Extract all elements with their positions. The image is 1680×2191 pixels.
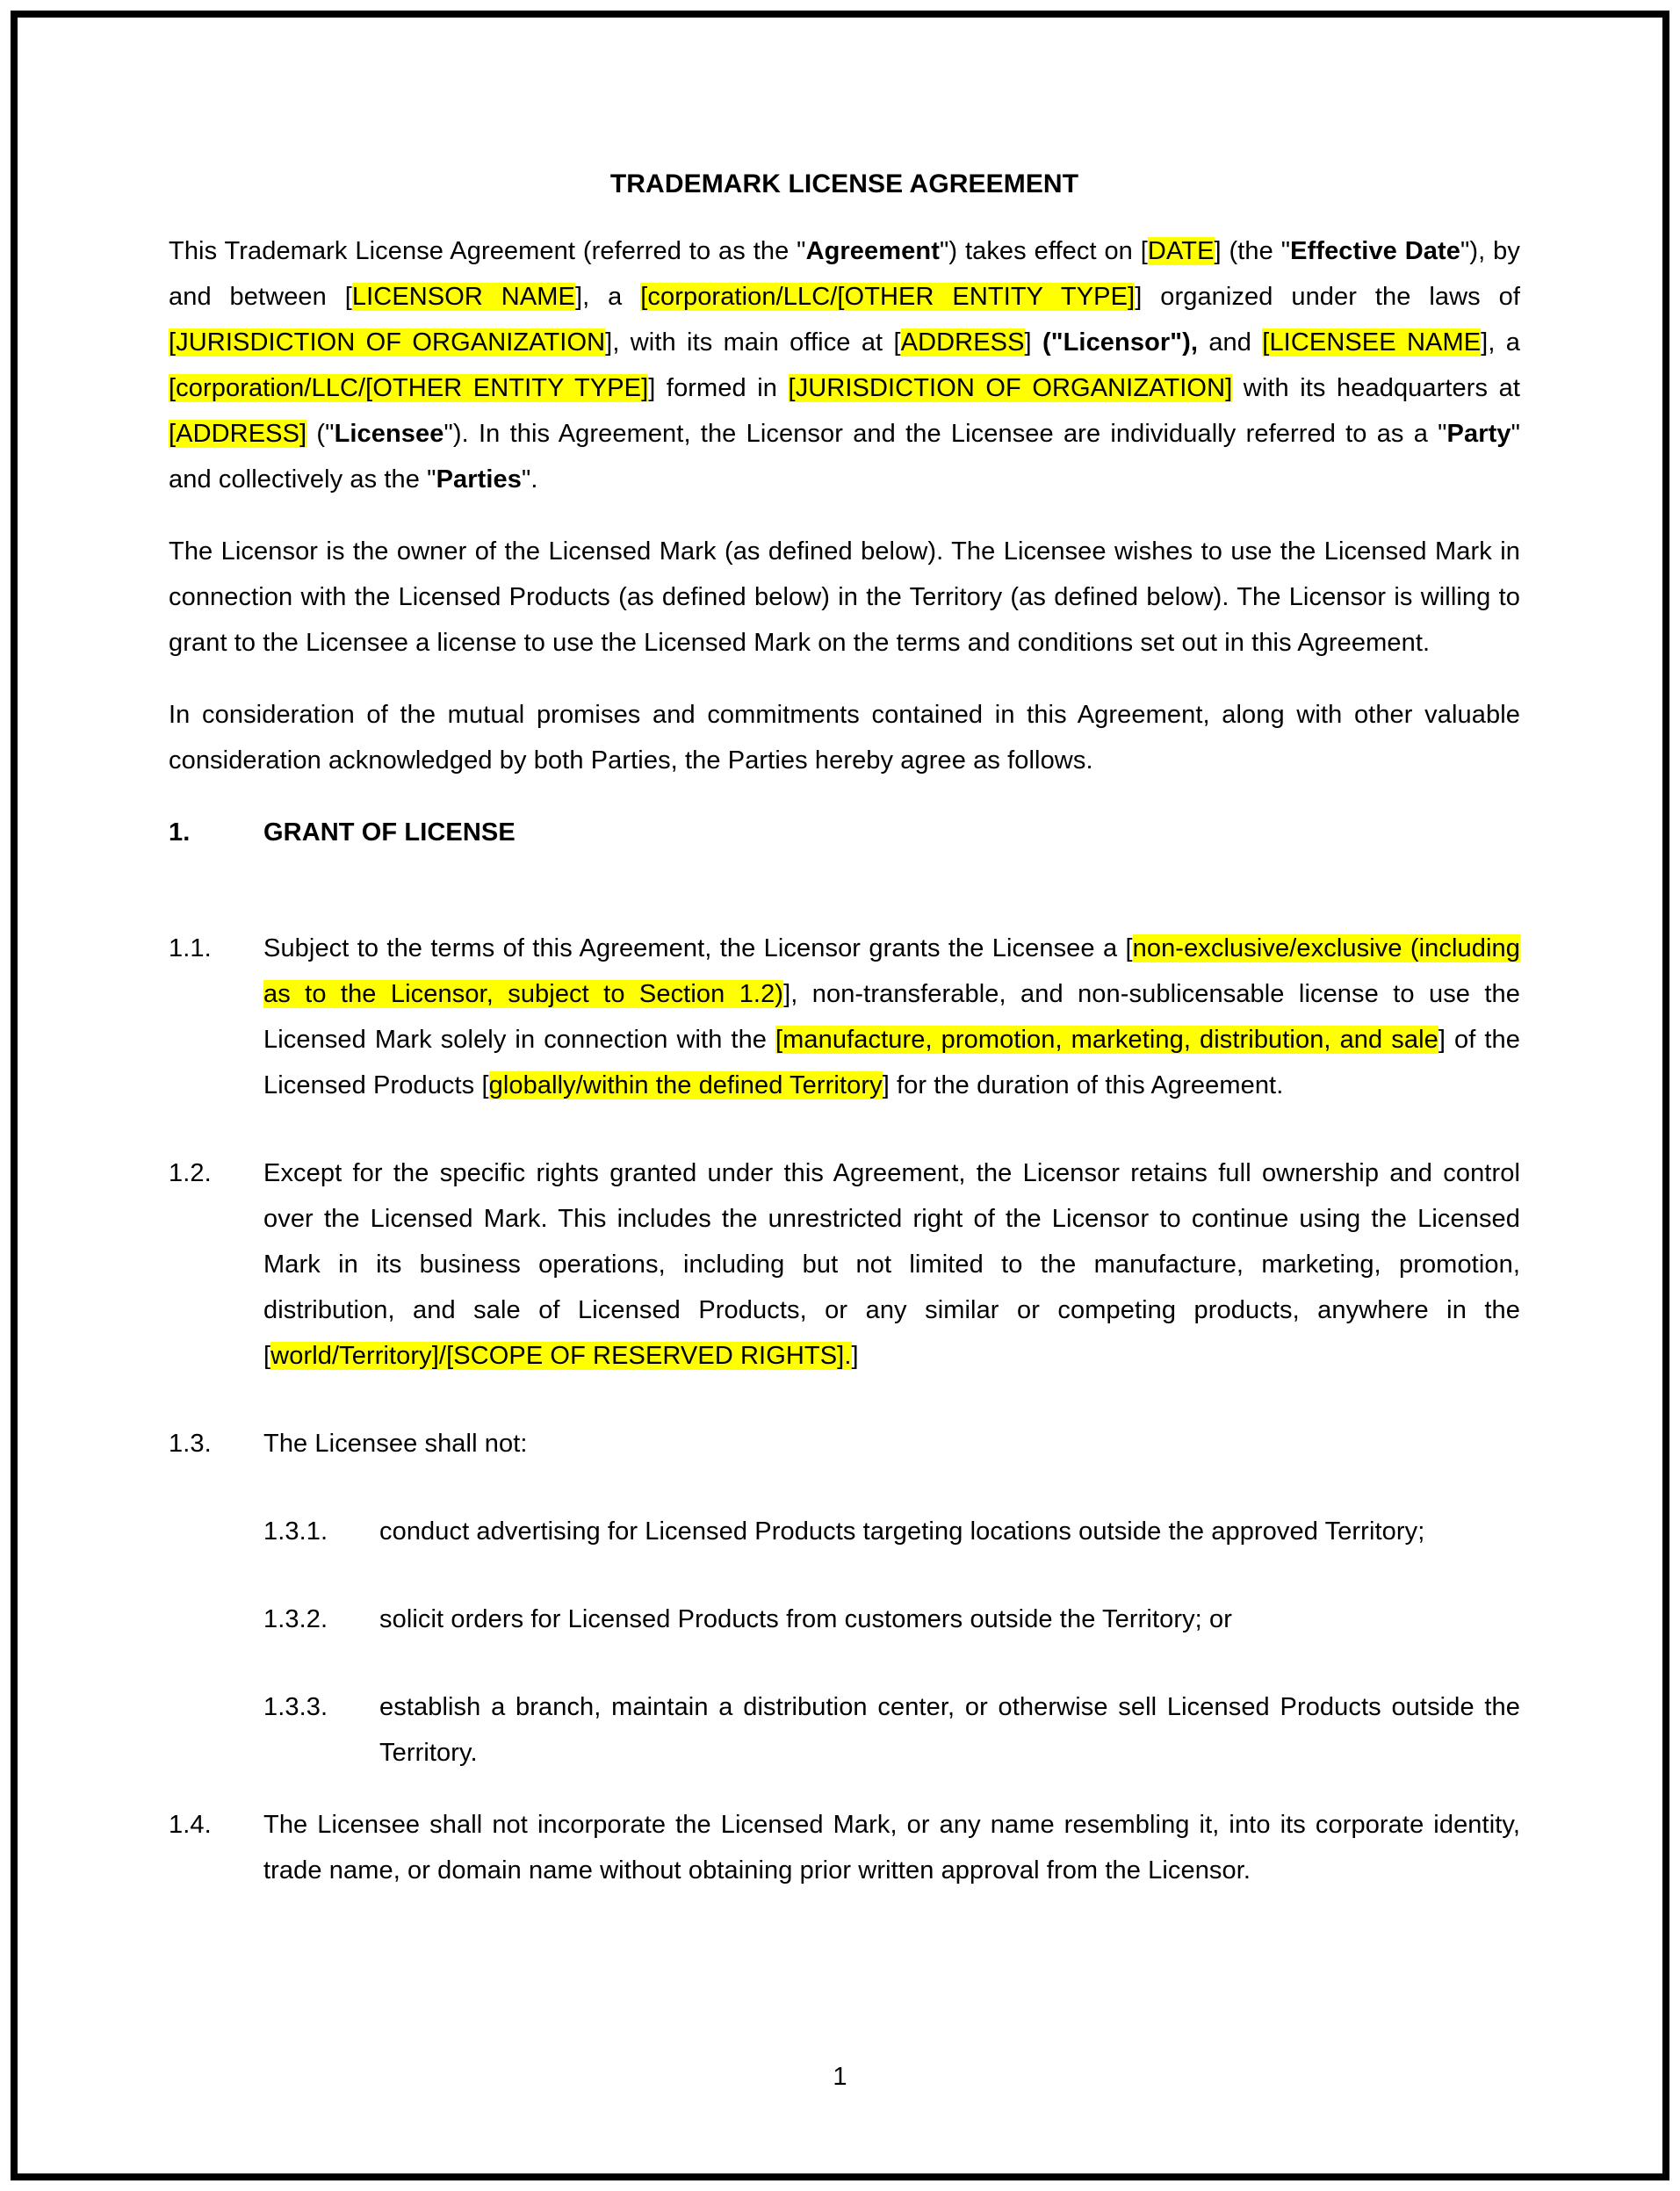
highlighted-placeholder: [LICENSEE NAME	[1262, 328, 1482, 357]
text-segment: ("	[306, 420, 335, 448]
bold-text: Parties	[436, 465, 523, 494]
clause-text	[263, 1802, 1520, 1893]
bold-text: Effective Date	[1290, 237, 1461, 265]
section-title: GRANT OF LICENSE	[263, 818, 516, 847]
clause-number: 1.3.1.	[263, 1517, 328, 1546]
document-title: TRADEMARK LICENSE AGREEMENT	[609, 169, 1079, 198]
text-segment: The Licensee shall not:	[263, 1430, 528, 1458]
text-segment: ]	[1024, 328, 1042, 357]
section-heading	[169, 810, 1520, 855]
text-segment: Except for the specific rights granted under this Agreement, the Licensor retains full ownership and control over the Licensed Mark. This includes the unrestricted right of the Licensor to continue using the Licensed Mark in its business operations, including but not limited to the manufacture, marketing, promotion, distribution, and sale of Licensed Products, or any similar or competing products, anywhere in the [	[263, 1159, 1520, 1370]
text-segment: Subject to the terms of this Agreement, the Licensor grants the Licensee a [	[263, 934, 1133, 962]
highlighted-placeholder: [ADDRESS]	[169, 420, 307, 448]
clause-1-4	[169, 1802, 1520, 1893]
page-number: 1	[833, 2063, 847, 2091]
paragraph-intro	[169, 228, 1520, 502]
text-segment: ] for the duration of this Agreement.	[882, 1071, 1284, 1099]
highlighted-placeholder: globally/within the defined Territory	[488, 1071, 883, 1099]
highlighted-placeholder: LICENSOR NAME	[351, 283, 575, 311]
clause-1-3-1	[169, 1509, 1520, 1554]
bold-text: ("Licensor"),	[1042, 328, 1199, 357]
text-segment: ") takes effect on [	[939, 237, 1148, 265]
text-segment: "). In this Agreement, the Licensor and the Licensee are individually referred to as a "	[443, 420, 1447, 448]
text-segment: ], non-transferable, and non-sublicensable license to use the Licensed Mark solely in connection with the	[263, 980, 1520, 1054]
text-segment: The Licensee shall not incorporate the Licensed Mark, or any name resembling it, into its corporate identity, trade name, or domain name without obtaining prior written approval from the Licensor.	[263, 1811, 1520, 1885]
clause-number: 1.4.	[169, 1811, 212, 1839]
highlighted-placeholder: world/Territory]/[SCOPE OF RESERVED RIGHTS].	[270, 1342, 852, 1370]
highlighted-placeholder: [JURISDICTION OF ORGANIZATION]	[788, 374, 1233, 402]
clause-number: 1.1.	[169, 934, 212, 962]
text-segment: ] of the Licensed Products [	[263, 1026, 1520, 1099]
text-segment: conduct advertising for Licensed Products targeting locations outside the approved Territory;	[379, 1517, 1425, 1546]
document-page	[11, 11, 1669, 2180]
text-segment: In consideration of the mutual promises and commitments contained in this Agreement, along with other valuable consideration acknowledged by both Parties, the Parties hereby agree as follows.	[169, 701, 1520, 775]
clause-1-3	[169, 1421, 1520, 1467]
clause-number: 1.2.	[169, 1159, 212, 1187]
paragraph-recitals	[169, 529, 1520, 666]
text-segment: ]	[851, 1342, 859, 1370]
bold-text: Agreement	[805, 237, 940, 265]
text-segment: ".	[522, 465, 538, 494]
section-number: 1.	[169, 818, 191, 847]
clause-1-3-3	[169, 1684, 1520, 1776]
clause-number: 1.3.3.	[263, 1693, 328, 1721]
highlighted-placeholder: [corporation/LLC/[OTHER ENTITY TYPE]	[169, 374, 649, 402]
highlighted-placeholder: [corporation/LLC/[OTHER ENTITY TYPE]	[640, 283, 1136, 311]
text-segment: and	[1198, 328, 1263, 357]
highlighted-placeholder: [manufacture, promotion, marketing, distribution, and sale	[775, 1026, 1438, 1054]
clause-1-3-2	[169, 1596, 1520, 1642]
text-segment: with its headquarters at	[1232, 374, 1521, 402]
text-segment: ] organized under the laws of	[1135, 283, 1520, 311]
text-segment: ], a	[1481, 328, 1520, 357]
clause-text	[379, 1509, 1520, 1554]
clause-text	[263, 1421, 1520, 1467]
text-segment: ], with its main office at [	[605, 328, 901, 357]
highlighted-placeholder: ADDRESS	[900, 328, 1025, 357]
text-segment: "), by and between [	[169, 237, 1520, 311]
clause-text	[379, 1596, 1520, 1642]
clause-1-1	[169, 926, 1520, 1108]
clause-text	[379, 1684, 1520, 1776]
bold-text: Party	[1446, 420, 1511, 448]
bold-text: Licensee	[334, 420, 444, 448]
text-segment: establish a branch, maintain a distribution center, or otherwise sell Licensed Products outside the Territory.	[379, 1693, 1520, 1767]
highlighted-placeholder: non-exclusive/exclusive (including as to the Licensor, subject to Section 1.2)	[263, 934, 1520, 1008]
clause-text	[263, 1150, 1520, 1379]
text-segment: The Licensor is the owner of the Licensed Mark (as defined below). The Licensee wishes to use the Licensed Mark in connection with the Licensed Products (as defined below) in the Territory (as defined below). The Licensor is willing to grant to the Licensee a license to use the Licensed Mark on the terms and conditions set out in this Agreement.	[169, 537, 1520, 657]
clause-1-2	[169, 1150, 1520, 1379]
clause-number: 1.3.2.	[263, 1605, 328, 1633]
text-segment: ] formed in	[648, 374, 789, 402]
highlighted-placeholder: [JURISDICTION OF ORGANIZATION	[169, 328, 606, 357]
clause-text	[263, 926, 1520, 1108]
text-segment: ] (the "	[1214, 237, 1291, 265]
text-segment: This Trademark License Agreement (referred to as the "	[169, 237, 806, 265]
paragraph-consideration	[169, 692, 1520, 783]
text-segment: solicit orders for Licensed Products from customers outside the Territory; or	[379, 1605, 1232, 1633]
text-segment: " and collectively as the "	[169, 420, 1520, 494]
highlighted-placeholder: DATE	[1147, 237, 1215, 265]
clause-number: 1.3.	[169, 1430, 212, 1458]
text-segment: ], a	[574, 283, 641, 311]
